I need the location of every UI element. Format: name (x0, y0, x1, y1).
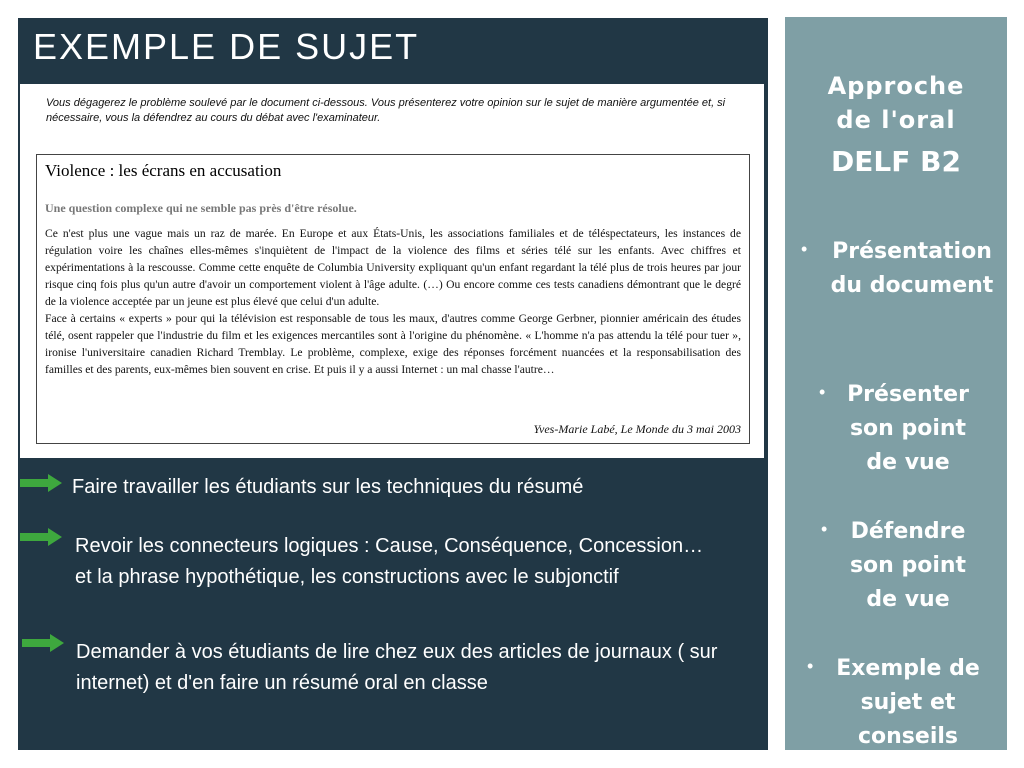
sidebar-item-presentation: Présentation du document (830, 239, 994, 298)
task-item: Demander à vos étudiants de lire chez eux des articles de journaux ( sur internet) et d'en faire un résumé oral en classe (76, 641, 718, 694)
article-body (45, 225, 741, 378)
sidebar-item-example: Exemple de sujet et conseils (836, 656, 980, 749)
bullet-icon: • (801, 239, 808, 259)
slide-title: EXEMPLE DE SUJET (33, 26, 420, 67)
article-subtitle: Une question complexe qui ne semble pas près d'être résolue. (45, 201, 357, 215)
right-arrow-icon (20, 474, 62, 492)
sidebar-item-opinion: Présenter son point de vue (847, 382, 969, 475)
document-excerpt (20, 84, 764, 458)
document-instructions: Vous dégagerez le problème soulevé par le document ci-dessous. Vous présenterez votre opinion sur le sujet de manière argumentée et, si nécessaire, vous la défendrez au cours du débat avec l'examinateur. (46, 97, 726, 124)
sidebar-title: DELF B2 (831, 145, 961, 178)
article-paragraph: Ce n'est plus une vague mais un raz de marée. En Europe et aux États-Unis, les associations familiales et de téléspectateurs, les instances de régulation voire les chaînes elles-mêmes s'inquiètent de l'impact de la violence des films et séries télé sur les enfants. Avec chiffres et expérimentations à la rescousse. Comme cette enquête de Columbia University expliquant qu'un enfant regardant la télé plus de trois heures par jour risque cinq fois plus qu'un autre d'avoir un comportement violent à l'âge adulte. (…) Ou encore comme ces tests canadiens démontrant que le degré de la violence acceptée par un jeune est plus élevé que celui d'un adulte. (45, 227, 741, 308)
bullet-icon: • (821, 519, 828, 539)
article-signature: Yves-Marie Labé, Le Monde du 3 mai 2003 (533, 422, 741, 436)
article-paragraph: Face à certains « experts » pour qui la télévision est responsable de tous les maux, d'autres comme George Gerbner, pionnier américain des études télé, osent rappeler que l'industrie du film et les exigences mercantiles sont à l'origine du phénomène. « L'homme n'a pas attendu la télé pour tuer », ironise l'universitaire canadien Richard Tremblay. Le problème, complexe, exige des réponses forcément nuancées et la responsabilisation des familles et des parents, eux-mêmes bien souvent en crise. Et puis il y a aussi Internet : un mal chasse l'autre… (45, 312, 741, 376)
bullet-icon: • (819, 382, 826, 402)
sidebar (785, 17, 1007, 750)
task-item: Faire travailler les étudiants sur les techniques du résumé (72, 476, 584, 498)
task-item: Revoir les connecteurs logiques : Cause, Conséquence, Concession… et la phrase hypothétique, les constructions avec le subjonctif (75, 535, 704, 588)
sidebar-item-defend: Défendre son point de vue (849, 519, 967, 612)
article-frame (36, 154, 750, 444)
right-arrow-icon (22, 634, 64, 652)
article-title: Violence : les écrans en accusation (45, 161, 282, 180)
right-arrow-icon (20, 528, 62, 546)
bullet-icon: • (807, 656, 814, 676)
sidebar-subtitle: Approche de l'oral (827, 72, 965, 134)
